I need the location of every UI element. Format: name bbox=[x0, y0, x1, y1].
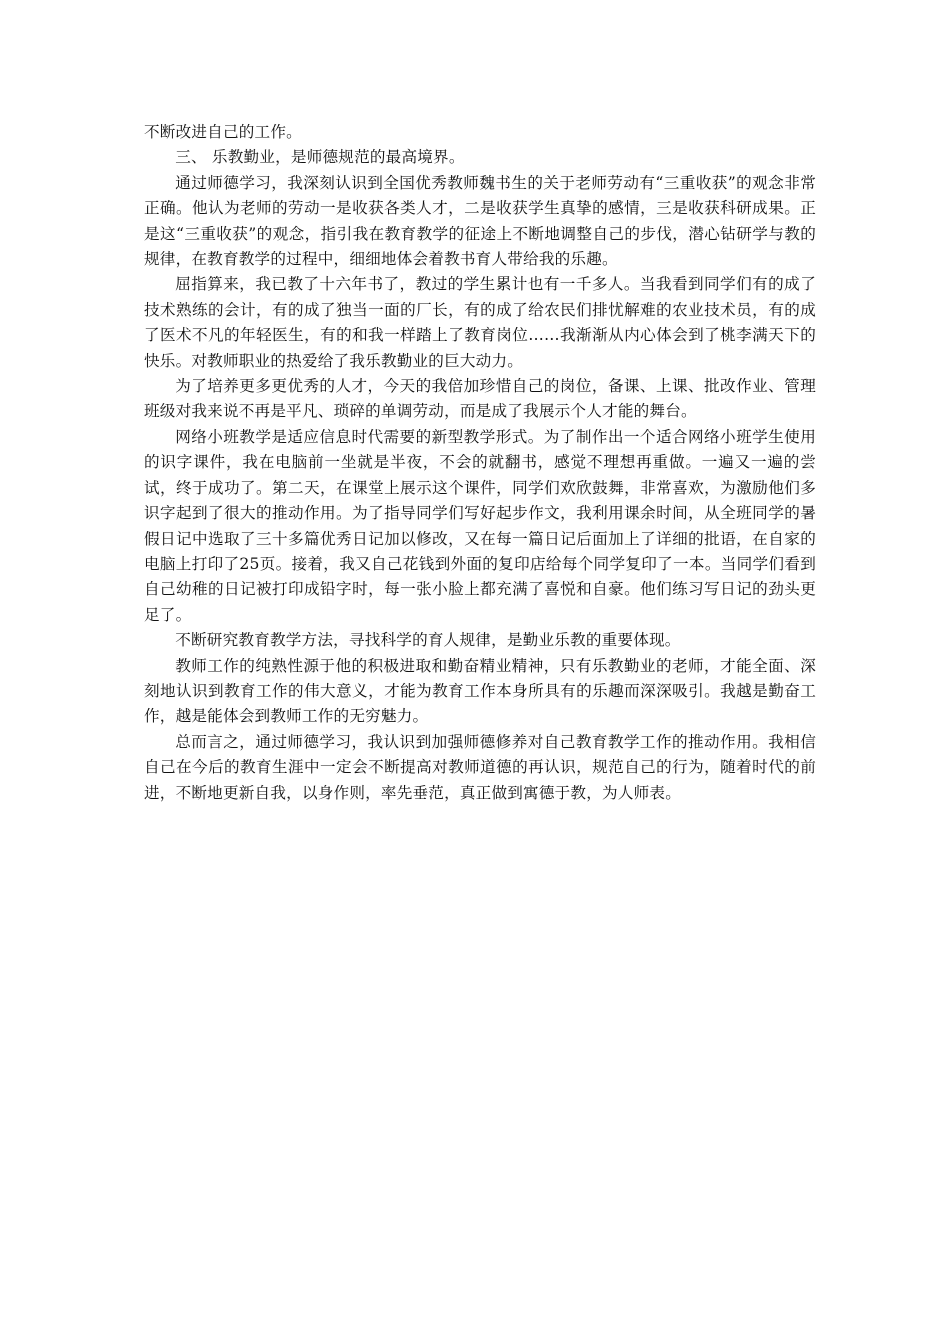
paragraph-three-harvests: 通过师德学习，我深刻认识到全国优秀教师魏书生的关于老师劳动有“三重收获”的观念非常正确。他认为老师的劳动一是收获各类人才，二是收获学生真挚的感情，三是收获科研成果。正是这“三重收获”的观念，指引我在教育教学的征途上不断地调整自己的步伐，潜心钻研学与教的规律，在教育教学的过程中，细细地体会着教书育人带给我的乐趣。 bbox=[144, 173, 816, 269]
paragraph-continuation: 不断改进自己的工作。 bbox=[144, 123, 302, 141]
paragraph-network-class: 网络小班教学是适应信息时代需要的新型教学形式。为了制作出一个适合网络小班学生使用的识字课件，我在电脑前一坐就是半夜，不会的就翻书，感觉不理想再重做。一遍又一遍的尝试，终于成功了。第二天，在课堂上展示这个课件，同学们欢欣鼓舞，非常喜欢，为激励他们多识字起到了很大的推动作用。为了指导同学们写好起步作文，我利用课余时间，从全班同学的暑假日记中选取了三十多篇优秀日记加以修改，又在每一篇日记后面加上了详细的批语，在自家的电脑上打印了25页。接着，我又自己花钱到外面的复印店给每个同学复印了一本。当同学们看到自己幼稚的日记被打印成铅字时，每一张小脸上都充满了喜悦和自豪。他们练习写日记的劲头更足了。 bbox=[144, 427, 816, 624]
paragraph-sixteen-years: 屈指算来，我已教了十六年书了，教过的学生累计也有一千多人。当我看到同学们有的成了技术熟练的会计，有的成了独当一面的厂长，有的成了给农民们排忧解难的农业技术员，有的成了医术不凡的年轻医生，有的和我一样踏上了教育岗位……我渐渐从内心体会到了桃李满天下的快乐。对教师职业的热爱给了我乐教勤业的巨大动力。 bbox=[144, 275, 816, 370]
paragraph-conclusion: 总而言之，通过师德学习，我认识到加强师德修养对自己教育教学工作的推动作用。我相信自己在今后的教育生涯中一定会不断提高对教师道德的再认识，规范自己的行为，随着时代的前进，不断地更新自我，以身作则，率先垂范，真正做到寓德于教，为人师表。 bbox=[144, 732, 816, 802]
document-page bbox=[144, 120, 816, 806]
paragraph-teacher-diligence: 教师工作的纯熟性源于他的积极进取和勤奋精业精神，只有乐教勤业的老师，才能全面、深刻地认识到教育工作的伟大意义，才能为教育工作本身所具有的乐趣而深深吸引。我越是勤奋工作，越是能体会到教师工作的无穷魅力。 bbox=[144, 656, 816, 726]
paragraph-cherish-post: 为了培养更多更优秀的人才，今天的我倍加珍惜自己的岗位，备课、上课、批改作业、管理班级对我来说不再是平凡、琐碎的单调劳动，而是成了我展示个人才能的舞台。 bbox=[144, 377, 816, 421]
paragraph-research-methods: 不断研究教育教学方法，寻找科学的育人规律，是勤业乐教的重要体现。 bbox=[175, 631, 681, 650]
section-heading-three: 三、 乐教勤业，是师德规范的最高境界。 bbox=[175, 148, 465, 167]
